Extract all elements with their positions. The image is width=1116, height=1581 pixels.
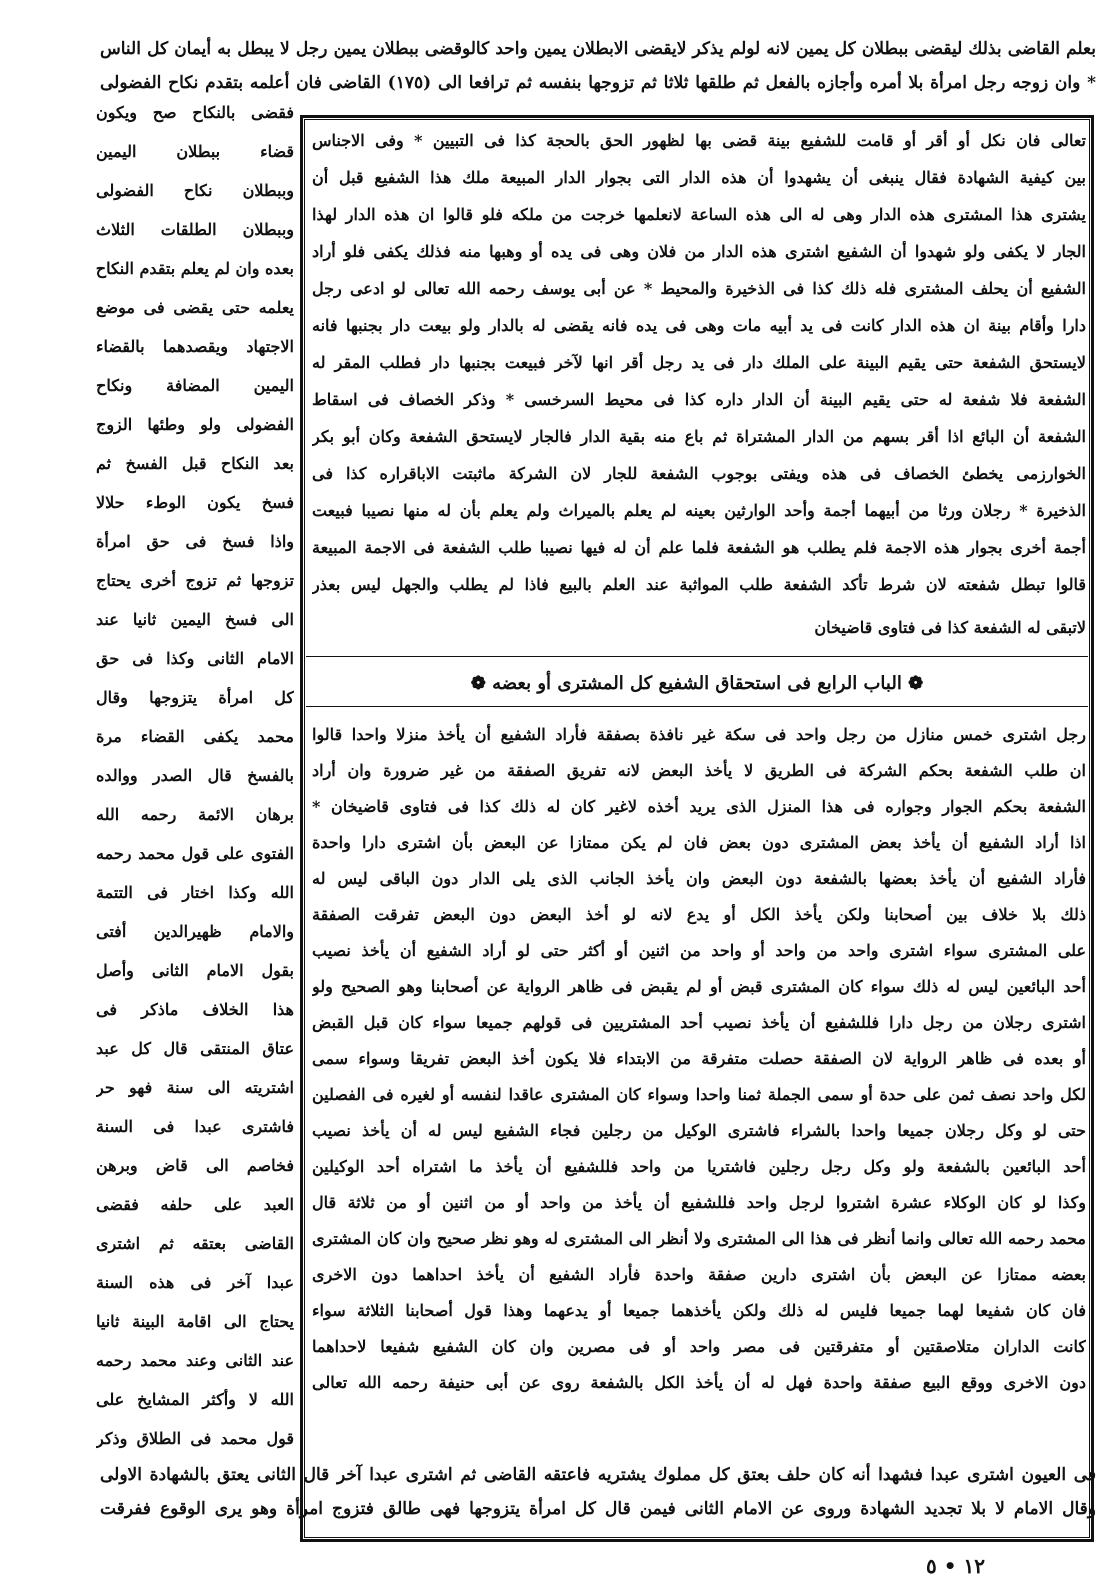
main-line: الشفعة فلا شفعة له حتی یقیم البینة أن الدار داره كذا فی محیط السرخسی * وذكر الخصاف فی اسقاط	[312, 390, 1086, 409]
bottom-margin-line-2: وقال الامام لا بلا تجدید الشهادة وروی عن الامام الثانی فیمن قال كل امرأة یتزوجها فهی طالق فتزوج امرأة وهو یری الوقوع ففرقت	[100, 1499, 1096, 1519]
main-line: رجل اشتری خمس منازل من رجل واحد فی سكة غیر نافذة بصفقة فأراد الشفیع أن یأخذ منزلا واحدا قالوا	[312, 725, 1086, 744]
side-line: قول محمد فی الطلاق وذكر	[96, 1429, 294, 1448]
top-margin-line-2: * وان زوجه رجل امرأة بلا أمره وأجازه بالفعل ثم طلقها ثلاثا ثم تزوجها بنفسه ثم ترافعا الى (١٧٥) القاضی فان أعلمه بتقدم نكاح الفضولی	[100, 73, 1096, 93]
side-line: بقول الامام الثانی وأصل	[96, 961, 294, 980]
main-line: فان كان شفیعا لهما جمیعا فلیس له ذلك ولكن یأخذهما جمیعا أو یدعهما وهذا قول أصحابنا الثلاثة سواء	[312, 1301, 1086, 1320]
side-line: الیمین المضافة ونكاح	[96, 376, 294, 395]
side-line: الاجتهاد ویقصدهما بالقضاء	[96, 337, 294, 356]
main-line: كانت الداران متلاصقتین أو متفرقتین فی مصر واحد أو فی مصرین وان كان الشفیع شفیعا لاحداهما	[312, 1337, 1086, 1356]
side-line: الله وكذا اختار فی التتمة	[96, 883, 294, 902]
side-line: فقضی بالنكاح صح ویكون	[96, 103, 294, 122]
side-line: فاشتری عبدا فی السنة	[96, 1117, 294, 1136]
main-line: لاتبقی له الشفعة كذا فی فتاوی قاضیخان	[814, 618, 1086, 637]
main-line: بین كیفیة الشهادة فقال ینبغی أن یشهدوا أن هذه الدار التی بجوار الدار المبیعة ملك هذا الشفیع قبل أن	[312, 168, 1086, 187]
main-line: الشفیع أن یحلف المشتری فله ذلك كذا فی الذخیرة والمحیط * عن أبی یوسف رحمه الله تعالی لو ادعی رجل	[312, 279, 1086, 298]
side-line: عبدا آخر فی هذه السنة	[96, 1273, 294, 1292]
main-line: دارا وأقام بینة ان هذه الدار كانت فی ید أبیه مات وهی فی یده فانه یقضی له بالدار ولو بیعت دار بجنبها فانه	[312, 316, 1086, 335]
main-line: الجار لا یكفی ولو شهدوا أن الشفیع اشتری هذه الدار من فلان وهی فی یده أو وهبها منه فذلك یكفی فلو أراد	[312, 242, 1086, 261]
main-line: لایستحق الشفعة حتی یقیم البینة علی الملك دار فی ید رجل أقر انها لآخر فبیعت بجنبها دار فطلب المقر له	[312, 353, 1086, 372]
main-line: أجمة أخری بجوار هذه الاجمة فلم یطلب هو الشفعة فلما علم أن له فیها نصیبا طلب الشفعة فی الاجمة المبیعة	[312, 538, 1086, 557]
main-line: لكل واحد نصف ثمن علی حدة أو سمی الجملة ثمنا واحدا وسواء كان المشتری عاقدا لنفسه أو لغیره فی الفصلین	[312, 1085, 1086, 1104]
main-line: ان طلب الشفعة بحكم الشركة فی الطریق لا یأخذ البعض لانه تفریق الصفقة من غیر ضرورة وان أراد	[312, 761, 1086, 780]
side-line: هذا الخلاف ماذكر فی	[96, 1000, 294, 1019]
main-line: اذا أراد الشفیع أن یأخذ بعض المشتری دون بعض فان لم یكن ممتازا عن البعض بأن اشتری دارا واحدة	[312, 833, 1086, 852]
main-line: بعضه ممتازا عن البعض بأن اشتری دارین صفقة واحدة فأراد الشفیع أن یأخذ احداهما دون الاخری	[312, 1265, 1086, 1284]
main-line: الذخیرة * رجلان ورثا من أبیهما أجمة وأحد الوارثین بعینه لم یعلم بالمیراث ولم یعلم بأن له منها نصیبا فبیعت	[312, 501, 1086, 520]
side-line: یعلمه حتی یقضی فی موضع	[96, 298, 294, 317]
side-line: اشتریته الی سنة فهو حر	[96, 1078, 294, 1097]
main-line: الشفعة بحكم الجوار وجواره فی هذا المنزل الذی یرید أخذه لاغیر كان له ذلك كذا فی فتاوی قاضیخان *	[312, 797, 1086, 816]
side-line: كل امرأة یتزوجها وقال	[96, 688, 294, 707]
side-line: الفتوی علی قول محمد رحمه	[96, 844, 294, 863]
page-number: ١٢ • ٥	[926, 1554, 985, 1578]
side-line: بعده وان لم یعلم بتقدم النكاح	[96, 259, 294, 278]
main-line: قالوا تبطل شفعته لان شرط تأكد الشفعة طلب المواثبة عند العلم بالبیع فاذا لم یطلب والجهل لیس بعذر	[312, 575, 1086, 594]
side-line: العبد علی حلفه فقضی	[96, 1195, 294, 1214]
side-line: الی فسخ الیمین ثانیا عند	[96, 610, 294, 629]
main-line: حتی لو وكل رجلان جمیعا واحدا بالشراء فاشتری الوكیل من رجلین فجاء الشفیع لیس له أن یأخذ نصیب	[312, 1121, 1086, 1140]
side-line: محمد یكفی القضاء مرة	[96, 727, 294, 746]
side-line: یحتاج الی اقامة البینة ثانیا	[96, 1312, 294, 1331]
chapter-heading-text: الباب الرابع فی استحقاق الشفیع كل المشتری أو بعضه	[492, 673, 902, 694]
side-line: برهان الائمة رحمه الله	[96, 805, 294, 824]
main-line: ذلك بلا خلاف بین أصحابنا ولكن یأخذ الكل أو یدع لانه لو أخذ البعض دون البعض تفرقت الصفقة	[312, 905, 1086, 924]
main-line: تعالی فان نكل أو أقر أو قامت للشفیع بینة قضی بها لظهور الحق بالحجة كذا فی التبیین * وفی الاجناس	[312, 131, 1086, 150]
side-line: الفضولی ولو وطئها الزوج	[96, 415, 294, 434]
side-line: فخاصم الی قاض وبرهن	[96, 1156, 294, 1175]
side-line: فسخ یكون الوطء حلالا	[96, 493, 294, 512]
side-line: عتاق المنتقی قال كل عبد	[96, 1039, 294, 1058]
chapter-heading	[306, 664, 1088, 704]
side-line: بالفسخ قال الصدر ووالده	[96, 766, 294, 785]
side-line: والامام ظهیرالدین أفتی	[96, 922, 294, 941]
bottom-margin-line-1: فی العیون اشتری عبدا فشهدا أنه كان حلف بعتق كل مملوك یشتریه فاعتقه القاضی ثم اشتری عبدا آخر قال الثانی یعتق بالشهادة الاولی	[100, 1465, 1096, 1485]
main-line: أو بعده فی ظاهر الروایة لان الصفقة حصلت متفرقة من الابتداء فلا یكون أخذ البعض تفریقا وسواء سمی	[312, 1049, 1086, 1068]
main-line: محمد رحمه الله تعالی وانما أنظر فی هذا الی المشتری ولا أنظر الی المشتری له وهو نظر صحیح وان كان المشتری	[312, 1229, 1086, 1248]
main-line: أحد البائعین بالشفعة ولو وكل رجل رجلین فاشتریا من واحد فللشفیع أن یأخذ ما اشتراه أحد الوكیلین	[312, 1157, 1086, 1176]
heading-rule-bottom	[306, 706, 1088, 707]
main-line: وكذا لو كان الوكلاء عشرة اشتروا لرجل واحد فللشفیع أن یأخذ من واحد أو من اثنین أو من ثلاثة قال	[312, 1193, 1086, 1212]
main-line: یشتری هذا المشتری هذه الدار وهی له الی هذه الساعة لانعلمها خرجت من ملكه فلو قالوا ان هذه الدار لهذا	[312, 205, 1086, 224]
main-line: الشفعة أن البائع اذا أقر بسهم من الدار المشتراة ثم باع منه بقیة الدار فالجار لایستحق الشفعة وكان أبو بكر	[312, 427, 1086, 446]
main-line: اشتری رجلان من رجل دارا فللشفیع أن یأخذ نصیب أحد المشتریین فی قولهم جمیعا سواء كان قبل القبض	[312, 1013, 1086, 1032]
ornament-icon: ❁	[908, 673, 924, 694]
heading-rule-top	[306, 656, 1088, 657]
side-line: القاضی بعتقه ثم اشتری	[96, 1234, 294, 1253]
main-line: فأراد الشفیع أن یأخذ بعضها بالشفعة دون البعض وان یأخذ الجانب الذی یلی الدار دون الباقی لیس له	[312, 869, 1086, 888]
side-line: قضاء ببطلان الیمین	[96, 142, 294, 161]
side-line: تزوجها ثم تزوج أخری یحتاج	[96, 571, 294, 590]
main-line: علی المشتری سواء اشتری واحد من واحد أو واحد من اثنین أو أكثر حتی لو أراد الشفیع أن یأخذ نصیب	[312, 941, 1086, 960]
main-line: الخوارزمی یخطئ الخصاف فی هذه ویفتی بوجوب الشفعة للجار لان الشركة ماثبتت الاباقراره كذا فی	[312, 464, 1086, 483]
ornament-icon: ❁	[470, 673, 486, 694]
side-line: وببطلان نكاح الفضولی	[96, 181, 294, 200]
side-line: الامام الثانی وكذا فی حق	[96, 649, 294, 668]
side-line: بعد النكاح قبل الفسخ ثم	[96, 454, 294, 473]
side-line: عند الثانی وعند محمد رحمه	[96, 1351, 294, 1370]
main-line: دون الاخری ووقع البیع صفقة واحدة فهل له أن یأخذ الكل بالشفعة روی عن أبی حنیفة رحمه الله تعالی	[312, 1373, 1086, 1392]
side-line: الله لا وأكثر المشایخ علی	[96, 1390, 294, 1409]
side-line: وببطلان الطلقات الثلاث	[96, 220, 294, 239]
main-line: أحد البائعین لیس له ذلك سواء كان المشتری قبض أو لم یقبض فی ظاهر الروایة عن أصحابنا وهو الصحیح ولو	[312, 977, 1086, 996]
top-margin-line-1: بعلم القاضی بذلك لیقضی ببطلان كل یمین لانه لولم یذكر لایقضی الابطلان یمین واحد كالوقضی ببطلان یمین رجل لا یبطل به أیمان كل الناس	[100, 39, 1096, 59]
side-line: واذا فسخ فی حق امرأة	[96, 532, 294, 551]
